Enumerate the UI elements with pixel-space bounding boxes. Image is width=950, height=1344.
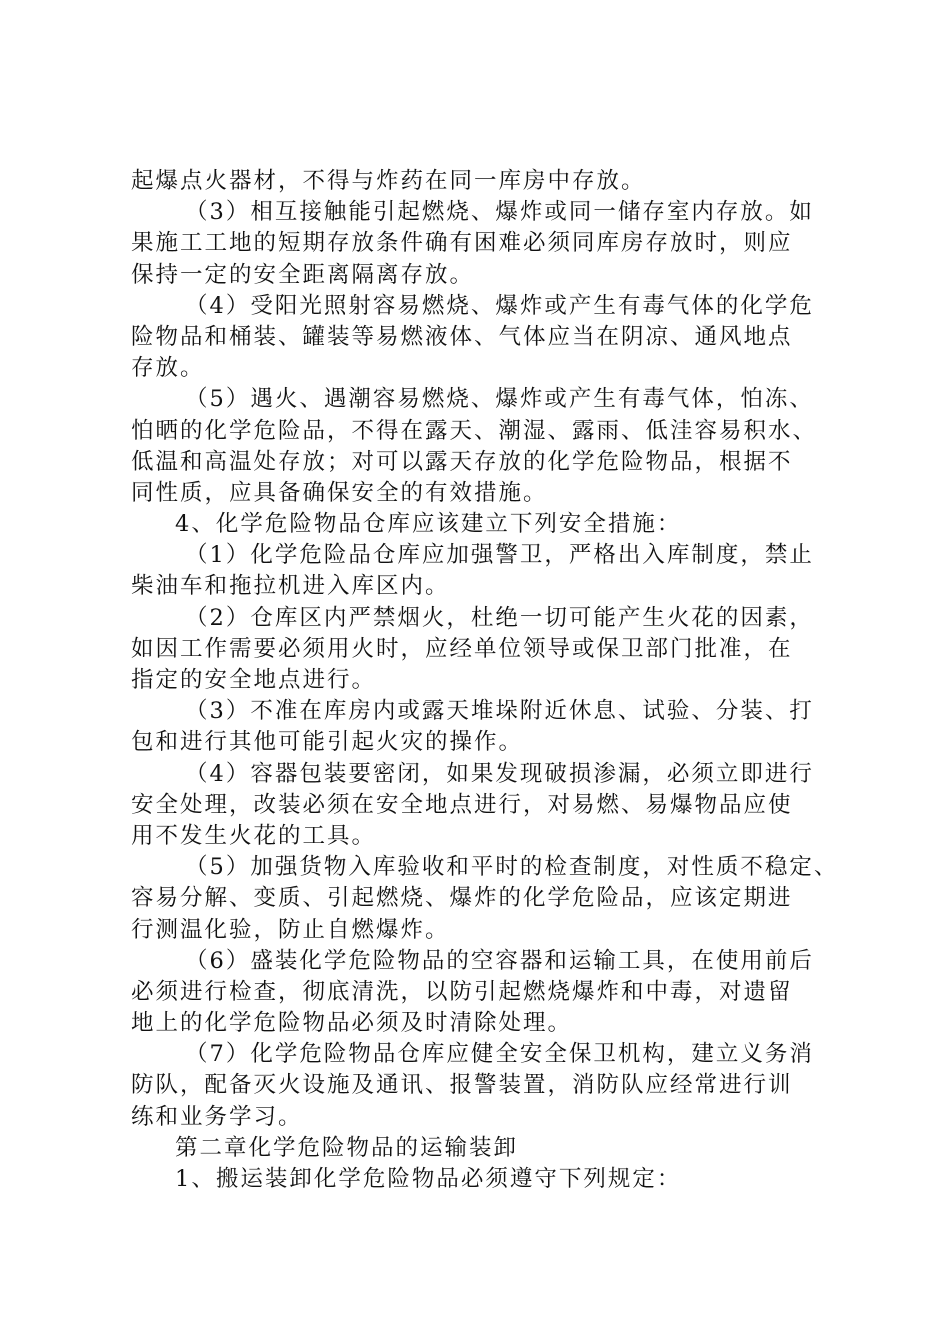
text-line: （5）遇火、遇潮容易燃烧、爆炸或产生有毒气体，怕冻、: [185, 386, 814, 413]
text-line: 用不发生火花的工具。: [131, 822, 377, 849]
chapter-heading: 第二章化学危险物品的运输装卸: [175, 1134, 519, 1161]
text-line: 存放。: [131, 355, 205, 382]
text-line: 起爆点火器材，不得与炸药在同一库房中存放。: [131, 168, 646, 194]
text-line: 低温和高温处存放；对可以露天存放的化学危险物品，根据不: [131, 448, 793, 475]
text-line: 险物品和桶装、罐装等易燃液体、气体应当在阴凉、通风地点: [131, 323, 793, 350]
document-body: [131, 166, 839, 1195]
text-line: （3）相互接触能引起燃烧、爆炸或同一储存室内存放。如: [185, 199, 814, 226]
text-line: 怕晒的化学危险品，不得在露天、潮湿、露雨、低洼容易积水、: [131, 417, 818, 444]
text-line: 安全处理，改装必须在安全地点进行，对易燃、易爆物品应使: [131, 791, 793, 818]
text-line: （3）不准在库房内或露天堆垛附近休息、试验、分装、打: [185, 698, 814, 725]
text-line: 1、搬运装卸化学危险物品必须遵守下列规定：: [175, 1166, 682, 1192]
text-line: 柴油车和拖拉机进入库区内。: [131, 573, 450, 600]
text-line: 果施工工地的短期存放条件确有困难必须同库房存放时，则应: [131, 230, 793, 257]
section-heading: 4、化学危险物品仓库应该建立下列安全措施：: [175, 511, 682, 538]
text-line: 行测温化验，防止自燃爆炸。: [131, 916, 450, 943]
text-line: （2）仓库区内严禁烟火，杜绝一切可能产生火花的因素，: [185, 604, 814, 631]
text-line: 如因工作需要必须用火时，应经单位领导或保卫部门批准，在: [131, 635, 793, 662]
text-line: 包和进行其他可能引起火灾的操作。: [131, 729, 524, 756]
text-line: 同性质，应具备确保安全的有效措施。: [131, 479, 548, 506]
text-line: （4）受阳光照射容易燃烧、爆炸或产生有毒气体的化学危: [185, 292, 814, 319]
text-line: （5）加强货物入库验收和平时的检查制度，对性质不稳定、: [185, 854, 839, 881]
text-line: 指定的安全地点进行。: [131, 667, 377, 693]
text-line: （6）盛装化学危险物品的空容器和运输工具，在使用前后: [185, 947, 814, 974]
text-line: 必须进行检查，彻底清洗，以防引起燃烧爆炸和中毒，对遗留: [131, 978, 793, 1005]
text-line: （7）化学危险物品仓库应健全安全保卫机构，建立义务消: [185, 1041, 814, 1068]
text-line: 容易分解、变质、引起燃烧、爆炸的化学危险品，应该定期进: [131, 885, 793, 912]
text-line: 练和业务学习。: [131, 1103, 303, 1130]
text-line: （1）化学危险品仓库应加强警卫，严格出入库制度，禁止: [185, 542, 814, 569]
text-line: （4）容器包装要密闭，如果发现破损渗漏，必须立即进行: [185, 760, 814, 787]
text-line: 地上的化学危险物品必须及时清除处理。: [131, 1010, 573, 1037]
text-line: 保持一定的安全距离隔离存放。: [131, 261, 475, 288]
text-line: 防队，配备灭火设施及通讯、报警装置，消防队应经常进行训: [131, 1072, 793, 1099]
